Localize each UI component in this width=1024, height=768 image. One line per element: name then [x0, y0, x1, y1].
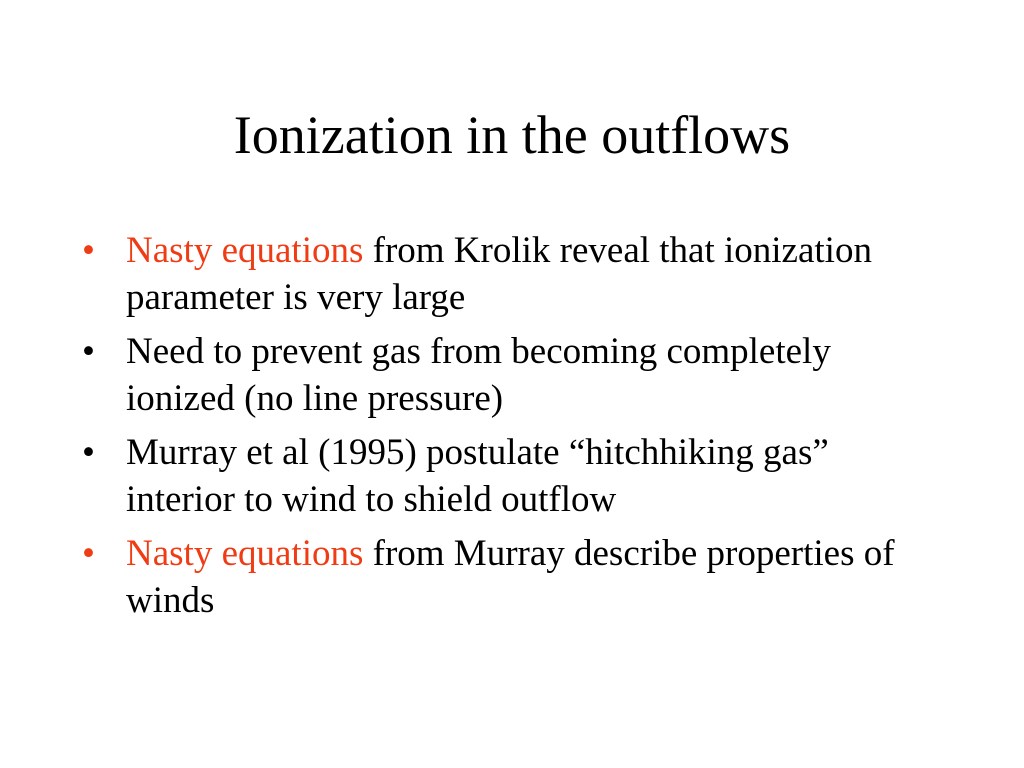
bullet-text: Murray et al (1995) postulate “hitchhiking gas” interior to wind to shield outflow — [126, 432, 829, 520]
bullet-text: from Murray describe properties of winds — [126, 533, 895, 621]
bullet-highlight: Nasty equations — [126, 533, 364, 574]
bullet-highlight: Nasty equations — [126, 230, 364, 271]
bullet-dot-icon: • — [82, 331, 95, 372]
bullet-item — [82, 429, 942, 523]
bullet-item — [82, 530, 942, 624]
bullet-text: Need to prevent gas from becoming completely ionized (no line pressure) — [126, 331, 831, 419]
bullet-item — [82, 227, 942, 321]
slide-title: Ionization in the outflows — [233, 105, 791, 165]
bullet-dot-icon: • — [82, 533, 95, 574]
bullet-dot-icon: • — [82, 230, 95, 271]
bullet-item — [82, 328, 942, 422]
bullet-list — [82, 227, 942, 631]
bullet-dot-icon: • — [82, 432, 95, 473]
bullet-text: from Krolik reveal that ionization parameter is very large — [126, 230, 872, 318]
